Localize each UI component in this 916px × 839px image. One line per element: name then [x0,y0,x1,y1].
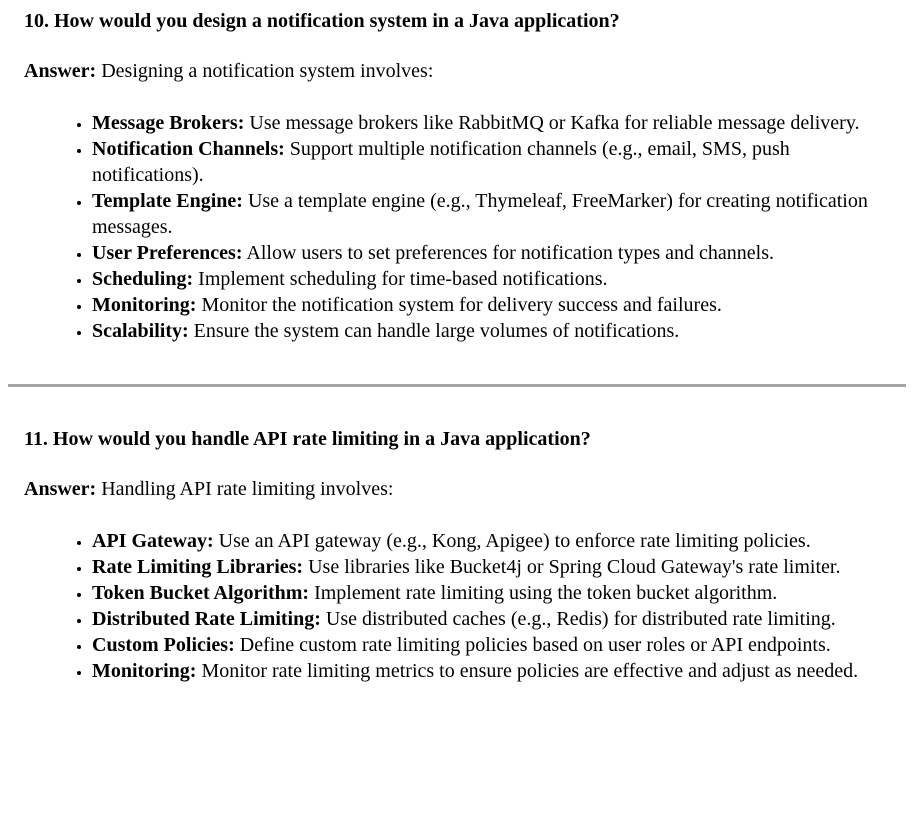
bullet-item [92,266,890,292]
bullet-item [92,136,890,188]
bullet-list [24,110,890,344]
bullet-item [92,606,890,632]
bullet-label: Notification Channels: [92,138,285,160]
bullet-item [92,632,890,658]
bullet-item [92,580,890,606]
bullet-list [24,528,890,684]
bullet-label: Template Engine: [92,190,243,212]
bullet-label: Monitoring: [92,294,197,316]
bullet-item [92,318,890,344]
bullet-label: User Preferences: [92,242,243,264]
answer-label: Answer: [24,478,97,500]
bullet-text: Support multiple notification channels (e.g., email, SMS, push notifications). [92,138,790,186]
bullet-item [92,240,890,266]
bullet-text: Allow users to set preferences for notification types and channels. [242,242,774,264]
bullet-item [92,110,890,136]
section-divider [8,384,906,387]
bullet-text: Use a template engine (e.g., Thymeleaf, FreeMarker) for creating notification messages. [92,190,868,238]
bullet-item [92,658,890,684]
bullet-label: Monitoring: [92,660,197,682]
answer-text: Designing a notification system involves: [96,60,434,82]
answer-paragraph [24,476,890,502]
bullet-label: Token Bucket Algorithm: [92,582,310,604]
bullet-item [92,292,890,318]
bullet-text: Ensure the system can handle large volumes of notifications. [188,320,680,342]
bullet-text: Define custom rate limiting policies based on user roles or API endpoints. [234,634,831,656]
bullet-item [92,528,890,554]
question-heading: 10. How would you design a notification system in a Java application? [24,10,620,32]
qa-section-10 [24,8,890,344]
bullet-text: Use distributed caches (e.g., Redis) for distributed rate limiting. [320,608,836,630]
bullet-label: Rate Limiting Libraries: [92,556,304,578]
bullet-label: Scheduling: [92,268,194,290]
qa-section-11 [24,426,890,684]
bullet-label: Custom Policies: [92,634,235,656]
bullet-text: Implement rate limiting using the token bucket algorithm. [309,582,778,604]
bullet-label: Distributed Rate Limiting: [92,608,321,630]
answer-label: Answer: [24,60,97,82]
bullet-label: Scalability: [92,320,189,342]
question-heading: 11. How would you handle API rate limiting in a Java application? [24,428,591,450]
bullet-item [92,188,890,240]
bullet-text: Use an API gateway (e.g., Kong, Apigee) to enforce rate limiting policies. [213,530,811,552]
bullet-text: Use libraries like Bucket4j or Spring Cloud Gateway's rate limiter. [303,556,841,578]
bullet-item [92,554,890,580]
bullet-label: Message Brokers: [92,112,245,134]
bullet-text: Monitor rate limiting metrics to ensure policies are effective and adjust as needed. [196,660,859,682]
answer-text: Handling API rate limiting involves: [96,478,394,500]
bullet-text: Monitor the notification system for delivery success and failures. [196,294,722,316]
bullet-text: Use message brokers like RabbitMQ or Kafka for reliable message delivery. [244,112,860,134]
bullet-text: Implement scheduling for time-based notifications. [193,268,608,290]
bullet-label: API Gateway: [92,530,214,552]
answer-paragraph [24,58,890,84]
